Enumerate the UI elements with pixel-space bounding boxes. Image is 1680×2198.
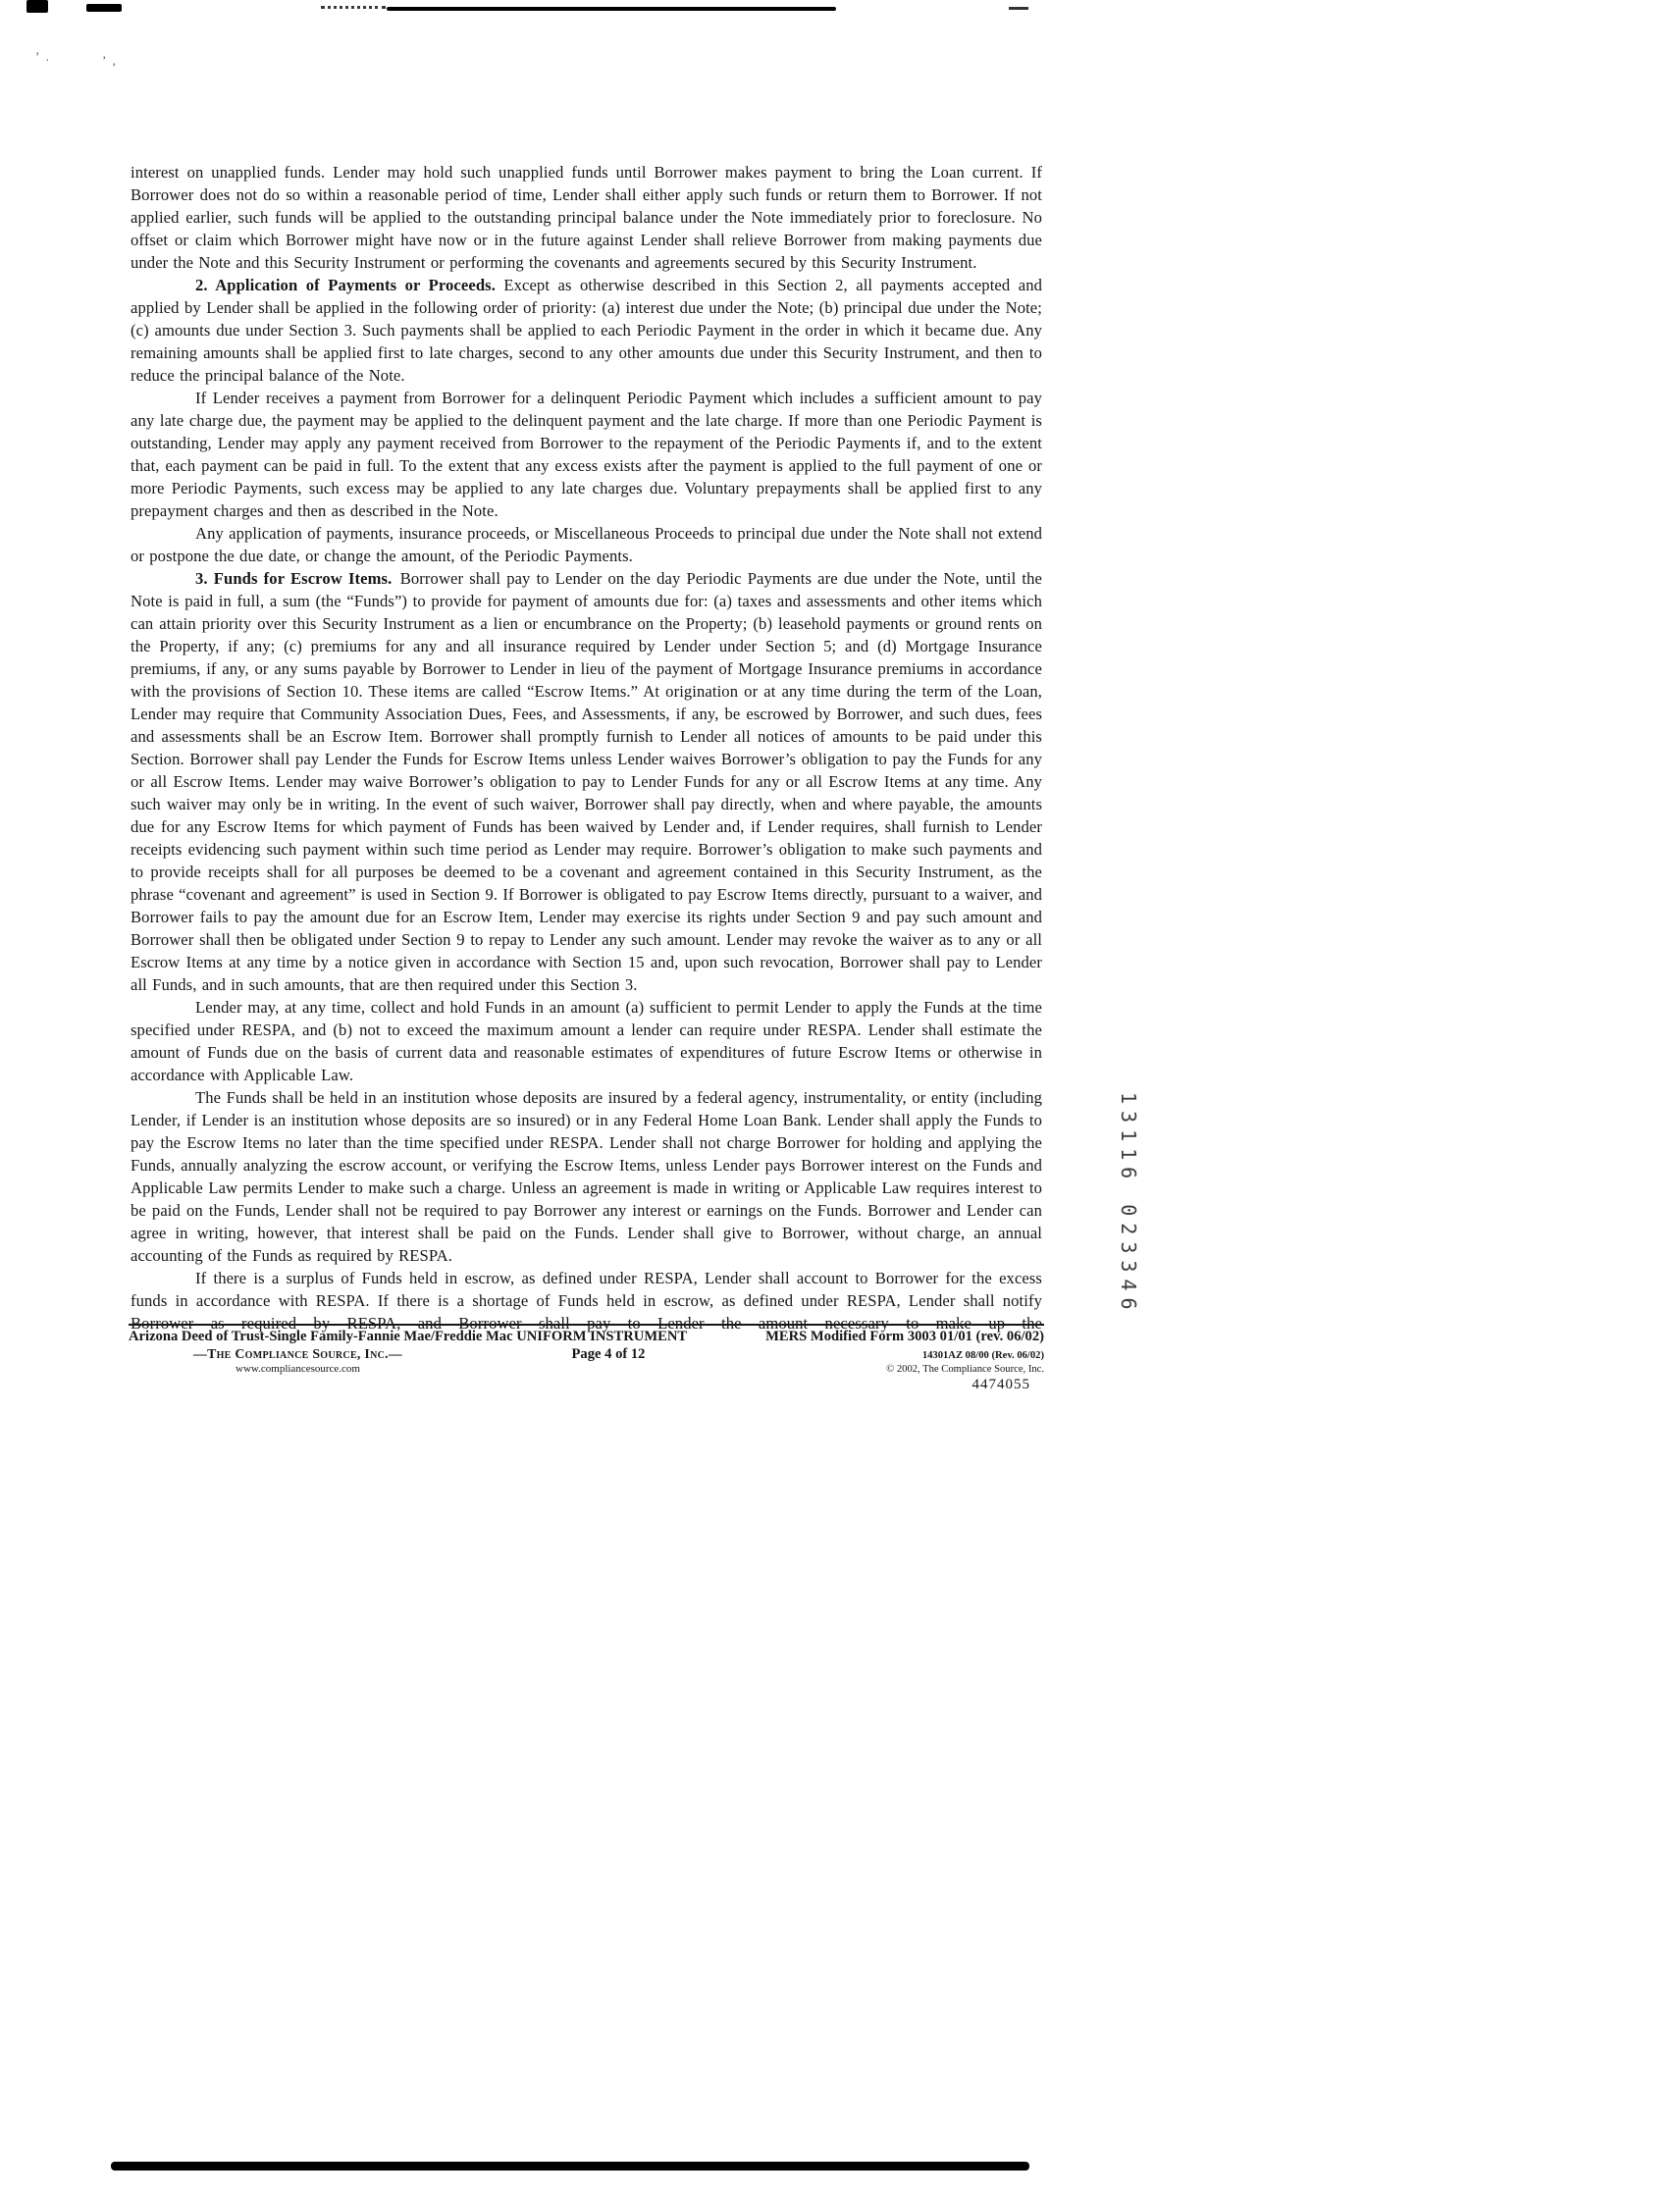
scan-artifact-dotted-line <box>321 6 386 9</box>
paragraph-text: Any application of payments, insurance proceeds, or Miscellaneous Proceeds to principal due under the Note shall not extend or postpone the due date, or change the amount, of the Periodic Payments. <box>131 524 1042 565</box>
scan-stray-mark: ’ , <box>102 53 118 68</box>
footer-row-2 <box>129 1346 1044 1363</box>
paragraph <box>131 522 1042 567</box>
paragraph-text: The Funds shall be held in an institution whose deposits are insured by a federal agency, instrumentality, or entity (including Lender, if Lender is an institution whose deposits are so insured) or in any Federal Home Loan Bank. Lender shall apply the Funds to pay the Escrow Items no later than the time specified under RESPA. Lender shall not charge Borrower for holding and applying the Funds, annually analyzing the escrow account, or verifying the Escrow Items, unless Lender pays Borrower interest on the Funds and Applicable Law permits Lender to make such a charge. Unless an agreement is made in writing or Applicable Law requires interest to be paid on the Funds, Lender shall not be required to pay Borrower any interest or earnings on the Funds. Borrower and Lender can agree in writing, however, that interest shall be paid on the Funds. Lender shall give to Borrower, without charge, an annual accounting of the Funds as required by RESPA. <box>131 1088 1042 1265</box>
footer-mers-form: MERS Modified Form 3003 01/01 (rev. 06/02) <box>765 1329 1044 1344</box>
footer-company-name: —The Compliance Source, Inc.— <box>193 1346 402 1361</box>
paragraph-text: Lender may, at any time, collect and hold Funds in an amount (a) sufficient to permit Lender to apply the Funds at the time specified under RESPA, and (b) not to exceed the maximum amount a lender can require under RESPA. Lender shall estimate the amount of Funds due on the basis of current data and reasonable estimates of expenditures of future Escrow Items or otherwise in accordance with Applicable Law. <box>131 998 1042 1084</box>
footer-row-1 <box>129 1329 1044 1345</box>
footer-copyright: © 2002, The Compliance Source, Inc. <box>886 1364 1044 1375</box>
paragraph <box>131 387 1042 522</box>
section-heading: 3. Funds for Escrow Items. <box>195 569 393 588</box>
section-heading: 2. Application of Payments or Proceeds. <box>195 276 496 294</box>
scan-artifact-bottom-bar <box>111 2162 1029 2171</box>
paragraph <box>131 274 1042 387</box>
paragraph <box>131 996 1042 1086</box>
paragraph-text: If there is a surplus of Funds held in escrow, as defined under RESPA, Lender shall account to Borrower for the excess funds in accordance with RESPA. If there is a shortage of Funds held in escrow, as defined under RESPA, Lender shall notify Borrower as required by RESPA, and Borrower shall pay to Lender the amount necessary to make up the <box>131 1269 1042 1333</box>
paragraph-text: If Lender receives a payment from Borrower for a delinquent Periodic Payment which includes a sufficient amount to pay any late charge due, the payment may be applied to the delinquent payment and the late charge. If more than one Periodic Payment is outstanding, Lender may apply any payment received from Borrower to the repayment of the Periodic Payments if, and to the extent that, each payment can be paid in full. To the extent that any excess exists after the payment is applied to the full payment of one or more Periodic Payments, such excess may be applied to any late charges due. Voluntary prepayments shall be applied first to any prepayment charges and then as described in the Note. <box>131 389 1042 520</box>
footer-row-4 <box>129 1375 1044 1393</box>
scan-stray-mark: ’ . <box>35 49 51 64</box>
scan-artifact-small-dash <box>1009 7 1028 10</box>
footer-form-title: Arizona Deed of Trust-Single Family-Fannie Mae/Freddie Mac UNIFORM INSTRUMENT <box>129 1329 688 1344</box>
paragraph <box>131 567 1042 996</box>
recorder-number-vertical: 13116 023346 <box>1117 1092 1140 1317</box>
footer-company-url: www.compliancesource.com <box>236 1363 360 1375</box>
footer-document-number: 4474055 <box>971 1377 1030 1392</box>
paragraph-text: Except as otherwise described in this Section 2, all payments accepted and applied by Lender shall be applied in the following order of priority: (a) interest due under the Note; (b) principal due under the Note; (c) amounts due under Section 3. Such payments shall be applied to each Periodic Payment in the order in which it became due. Any remaining amounts shall be applied first to late charges, second to any other amounts due under this Security Instrument, and then to reduce the principal balance of the Note. <box>131 276 1042 385</box>
page-number: Page 4 of 12 <box>571 1346 646 1362</box>
paragraph <box>131 1086 1042 1267</box>
scan-artifact-top-line <box>387 7 836 11</box>
paragraph-text: Borrower shall pay to Lender on the day Periodic Payments are due under the Note, until the Note is paid in full, a sum (the “Funds”) to provide for payment of amounts due for: (a) taxes and assessments and other items which can attain priority over this Security Instrument as a lien or encumbrance on the Property; (b) leasehold payments or ground rents on the Property, if any; (c) premiums for any and all insurance required by Lender under Section 5; and (d) Mortgage Insurance premiums, if any, or any sums payable by Borrower to Lender in lieu of the payment of Mortgage Insurance premiums in accordance with the provisions of Section 10. These items are called “Escrow Items.” At origination or at any time during the term of the Loan, Lender may require that Community Association Dues, Fees, and Assessments, if any, be escrowed by Borrower, and such dues, fees and assessments shall be an Escrow Item. Borrower shall promptly furnish to Lender all notices of amounts to be paid under this Section. Borrower shall pay Lender the Funds for Escrow Items unless Lender waives Borrower’s obligation to pay the Funds for any or all Escrow Items. Lender may waive Borrower’s obligation to pay to Lender Funds for any or all Escrow Items at any time. Any such waiver may only be in writing. In the event of such waiver, Borrower shall pay directly, when and where payable, the amounts due for any Escrow Items for which payment of Funds has been waived by Lender and, if Lender requires, shall furnish to Lender receipts evidencing such payment within such time period as Lender may require. Borrower’s obligation to make such payments and to provide receipts shall for all purposes be deemed to be a covenant and agreement contained in this Security Instrument, as the phrase “covenant and agreement” is used in Section 9. If Borrower is obligated to pay Escrow Items directly, pursuant to a waiver, and Borrower fails to pay the amount due for an Escrow Item, Lender may exercise its rights under Section 9 and pay such amount and Borrower shall then be obligated under Section 9 to repay to Lender any such amount. Lender may revoke the waiver as to any or all Escrow Items at any time by a notice given in accordance with Section 15 and, upon such revocation, Borrower shall pay to Lender all Funds, and in such amounts, that are then required under this Section 3. <box>131 569 1042 994</box>
document-body <box>131 161 1042 1334</box>
footer-row-3 <box>129 1363 1044 1375</box>
page-footer <box>129 1324 1044 1393</box>
paragraph-text: interest on unapplied funds. Lender may hold such unapplied funds until Borrower makes payment to bring the Loan current. If Borrower does not do so within a reasonable period of time, Lender shall either apply such funds or return them to Borrower. If not applied earlier, such funds will be applied to the outstanding principal balance under the Note immediately prior to foreclosure. No offset or claim which Borrower might have now or in the future against Lender shall relieve Borrower from making payments due under the Note and this Security Instrument or performing the covenants and agreements secured by this Security Instrument. <box>131 163 1042 272</box>
scan-artifact-blob <box>26 0 48 13</box>
scan-artifact-dash <box>86 4 122 12</box>
footer-form-code: 14301AZ 08/00 (Rev. 06/02) <box>921 1350 1044 1361</box>
paragraph <box>131 161 1042 274</box>
